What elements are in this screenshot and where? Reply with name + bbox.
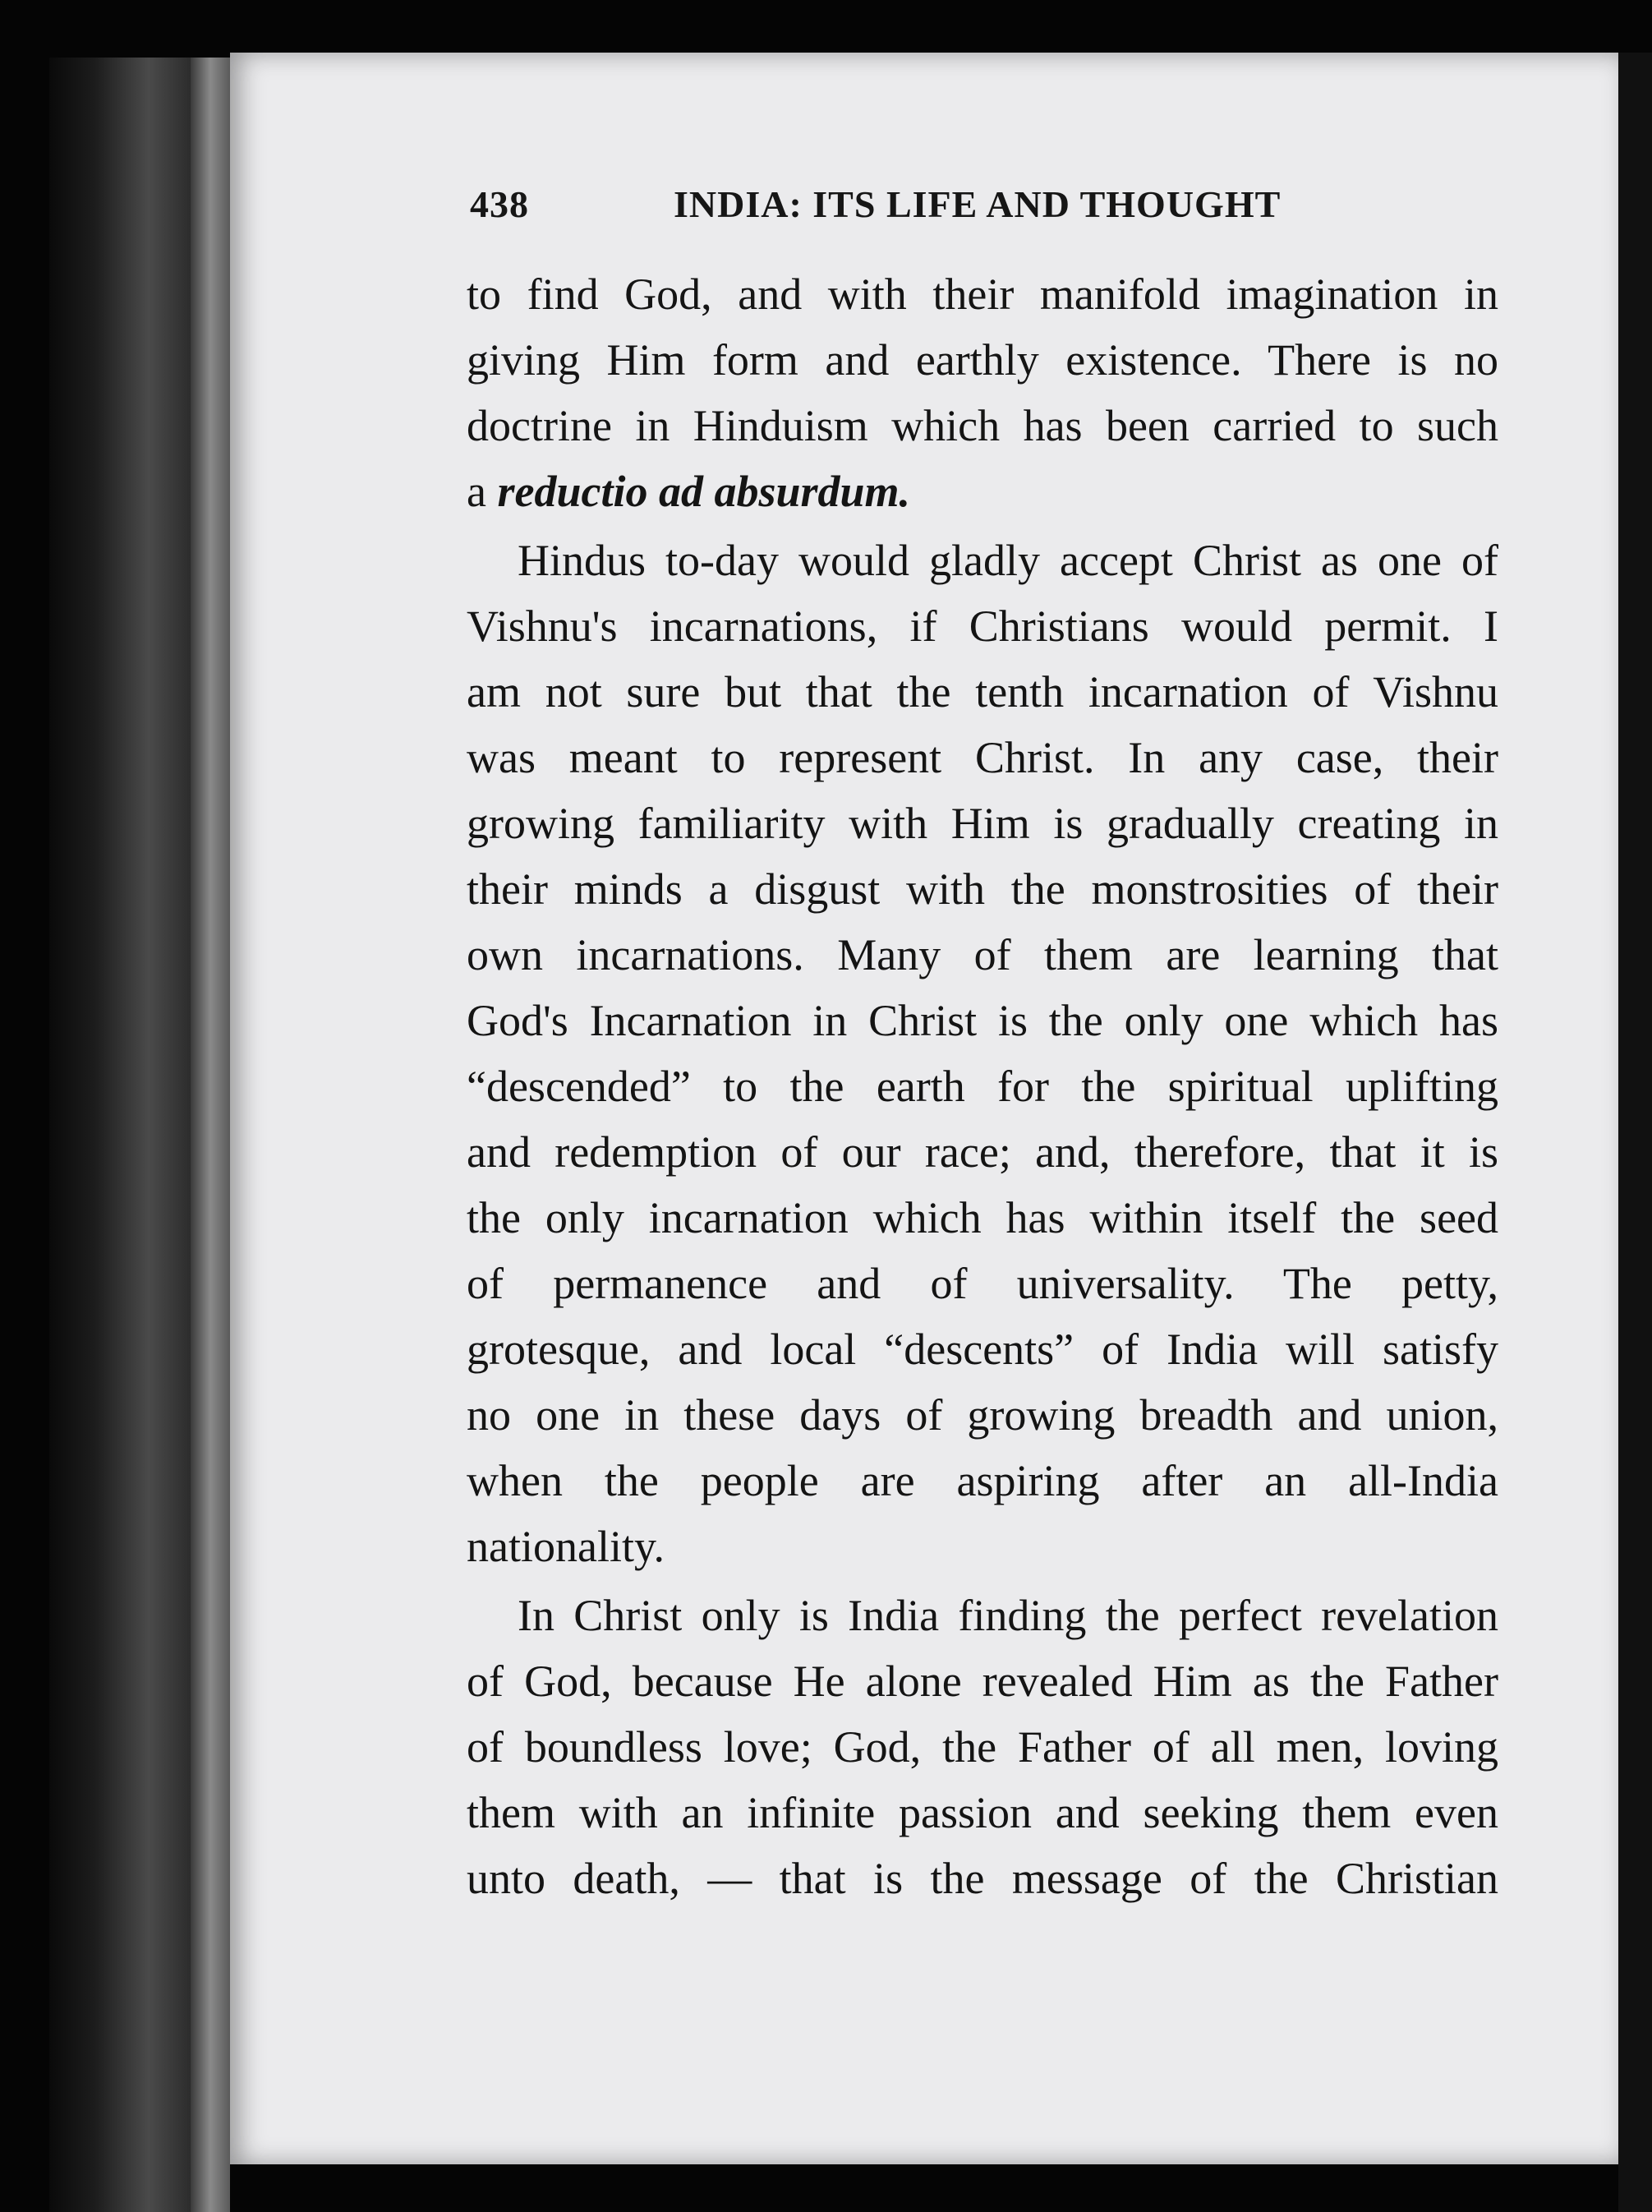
text-line: grotesque, and local “descents” of India will satisfy <box>467 1325 1498 1374</box>
text-line: the only incarnation which has within itself the seed <box>467 1193 1498 1242</box>
paragraph <box>467 261 1498 524</box>
text-line: Vishnu's incarnations, if Christians would permit. I <box>467 601 1498 651</box>
text-line: own incarnations. Many of them are learning that <box>467 930 1498 979</box>
paragraph <box>467 528 1498 1579</box>
page-gutter <box>191 58 230 2212</box>
text-line: doctrine in Hinduism which has been carried to such <box>467 401 1498 450</box>
body-text <box>467 261 1498 1911</box>
page-header <box>470 182 1308 240</box>
text-line: to find God, and with their manifold imagination in <box>467 270 1498 319</box>
text-line: of God, because He alone revealed Him as the Father <box>467 1657 1498 1706</box>
text-line: of boundless love; God, the Father of all men, loving <box>467 1722 1498 1772</box>
text-line: was meant to represent Christ. In any case, their <box>467 733 1498 782</box>
running-head: INDIA: ITS LIFE AND THOUGHT <box>674 183 1282 225</box>
text-line: am not sure but that the tenth incarnation of Vishnu <box>467 667 1498 717</box>
text-fragment: a <box>467 467 486 516</box>
text-line: God's Incarnation in Christ is the only one which has <box>467 996 1498 1045</box>
text-line: of permanence and of universality. The petty, <box>467 1259 1498 1308</box>
text-line: giving Him form and earthly existence. There is no <box>467 335 1498 385</box>
page-edge <box>1618 53 1652 2212</box>
text-line: and redemption of our race; and, therefore, that it is <box>467 1127 1498 1177</box>
text-line: when the people are aspiring after an all-India <box>467 1456 1498 1505</box>
text-line: unto death, — that is the message of the Christian <box>467 1854 1498 1903</box>
page-number: 438 <box>470 183 529 225</box>
text-line: “descended” to the earth for the spiritual uplifting <box>467 1062 1498 1111</box>
text-line: In Christ only is India finding the perfect revelation <box>518 1591 1498 1640</box>
text-line: their minds a disgust with the monstrosities of their <box>467 864 1498 914</box>
paragraph <box>467 1583 1498 1911</box>
text-line: nationality. <box>467 1522 665 1571</box>
text-line <box>467 459 1498 524</box>
text-line: no one in these days of growing breadth and union, <box>467 1390 1498 1440</box>
text-line: them with an infinite passion and seeking them even <box>467 1788 1498 1837</box>
latin-phrase: reductio ad absurdum. <box>497 467 911 516</box>
text-line: growing familiarity with Him is gradually creating in <box>467 799 1498 848</box>
text-line: Hindus to-day would gladly accept Christ as one of <box>518 536 1498 585</box>
